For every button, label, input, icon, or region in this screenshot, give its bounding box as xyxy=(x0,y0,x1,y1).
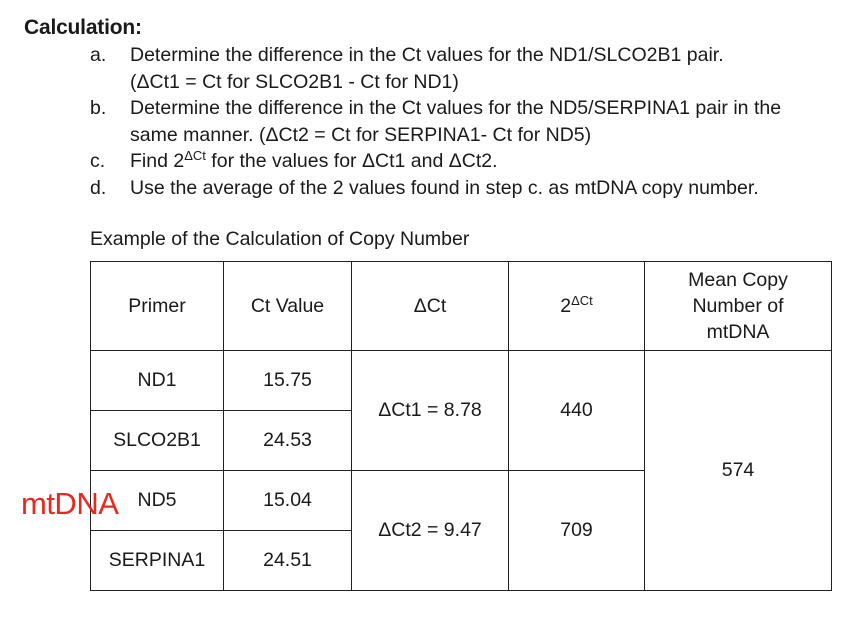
step-d xyxy=(90,175,850,202)
header-primer: Primer xyxy=(91,262,224,351)
primer-cell: SLCO2B1 xyxy=(91,411,224,471)
step-text: Find 2 xyxy=(130,150,185,172)
superscript: ΔCt xyxy=(184,148,206,163)
step-marker: b. xyxy=(90,97,107,119)
primer-cell: ND5 xyxy=(91,471,224,531)
step-text-line: (ΔCt1 = Ct for SLCO2B1 - Ct for ND1) xyxy=(130,70,459,93)
step-c xyxy=(90,148,850,175)
power-cell: 440 xyxy=(509,351,645,471)
primer-cell: ND1 xyxy=(91,351,224,411)
step-marker: d. xyxy=(90,176,107,199)
header-mean-copy: Mean Copy Number of mtDNA xyxy=(645,262,832,351)
delta-ct-cell: ΔCt2 = 9.47 xyxy=(352,471,509,591)
table-row xyxy=(91,351,832,411)
primer-cell: SERPINA1 xyxy=(91,531,224,591)
table-caption: Example of the Calculation of Copy Number xyxy=(90,228,470,250)
mean-copy-cell: 574 xyxy=(645,351,832,591)
step-marker: c. xyxy=(90,150,106,172)
delta-ct-cell: ΔCt1 = 8.78 xyxy=(352,351,509,471)
ct-cell: 24.51 xyxy=(224,531,352,591)
instruction-list xyxy=(90,42,850,201)
ct-cell: 24.53 xyxy=(224,411,352,471)
mtdna-overlay-label: mtDNA xyxy=(21,486,119,521)
step-text-line: same manner. (ΔCt2 = Ct for SERPINA1- Ct for ND5) xyxy=(130,123,592,146)
table-header-row xyxy=(91,262,832,351)
step-text: for the values for ΔCt1 and ΔCt2. xyxy=(205,150,498,172)
step-b xyxy=(90,95,850,148)
power-cell: 709 xyxy=(509,471,645,591)
step-a xyxy=(90,42,850,95)
ct-cell: 15.75 xyxy=(224,351,352,411)
header-power: $2^{\Delta Ct}$ xyxy=(509,262,645,351)
header-ct-value: Ct Value xyxy=(224,262,352,351)
step-marker: a. xyxy=(90,44,107,66)
header-delta-ct: ΔCt xyxy=(352,262,509,351)
step-text-line: Determine the difference in the Ct values for the ND1/SLCO2B1 pair. xyxy=(130,44,724,66)
step-text: Use the average of the 2 values found in step c. as mtDNA copy number. xyxy=(130,176,759,199)
section-heading: Calculation: xyxy=(24,16,142,39)
ct-cell: 15.04 xyxy=(224,471,352,531)
copy-number-table xyxy=(90,261,832,591)
step-text-line: Determine the difference in the Ct values for the ND5/SERPINA1 pair in the xyxy=(130,97,782,119)
